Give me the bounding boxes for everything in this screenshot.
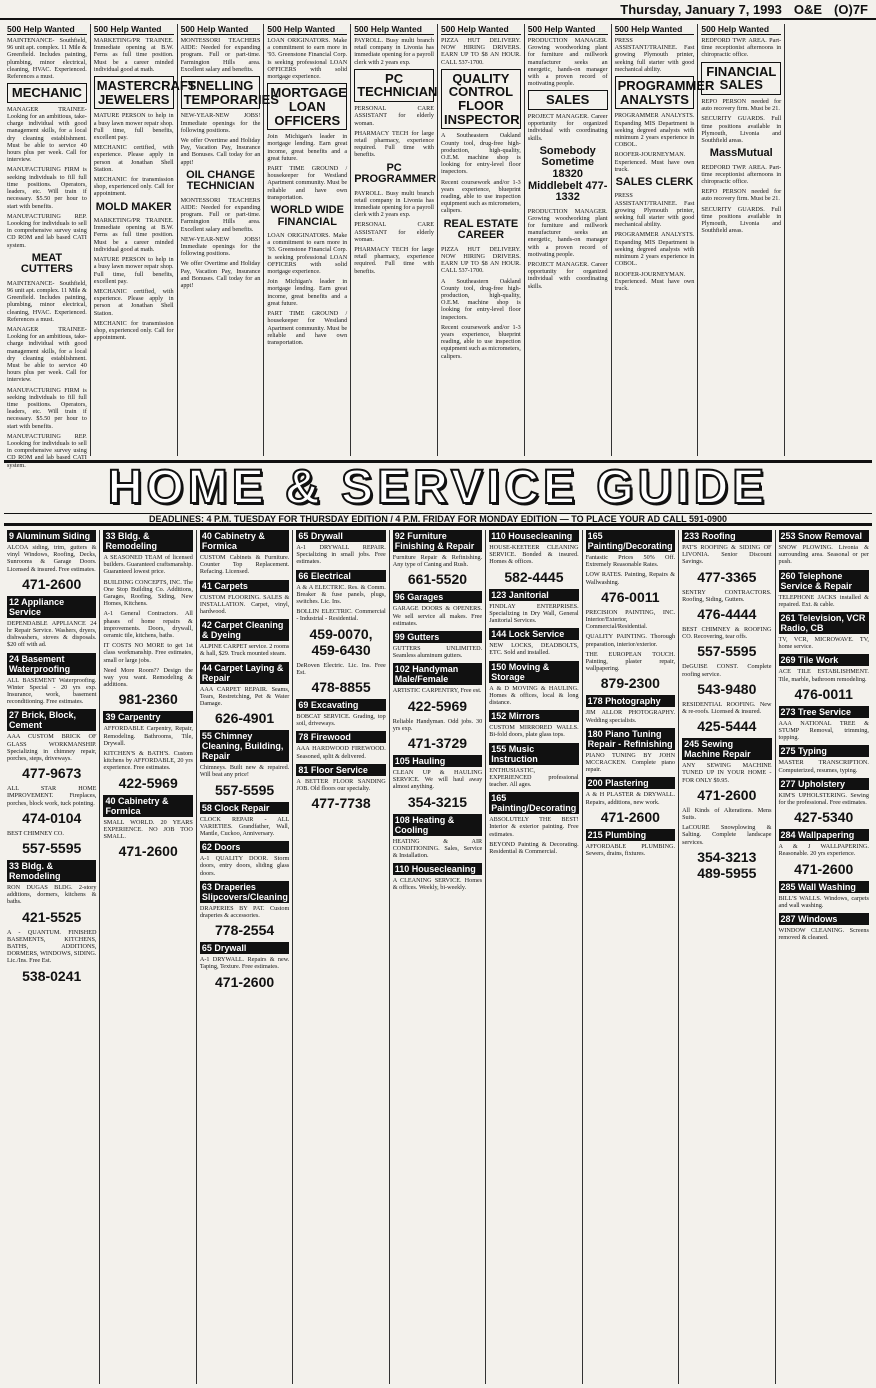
phone-number: 474-0104 — [22, 809, 82, 826]
classified-ad-text: MECHANIC for transmission shop, experienced only. Call for appointment. — [93, 319, 174, 342]
service-ad-text: BOBCAT SERVICE. Grading, top soil, driveways. — [296, 713, 386, 728]
classified-ad-text: MARKETING/PR TRAINEE. Immediate opening at B.W. Ferns as full time position. Must be a career minded individual good at math. — [93, 37, 174, 73]
classified-ad-text: PROGRAMMER ANALYSTS. Expanding MIS Department is seeking degreed analysts with minimum 2 years experience in COBOL. — [614, 112, 695, 149]
service-ad-text: ENTHUSIASTIC, EXPERIENCED professional teacher. All ages. — [489, 766, 579, 789]
column-heading: 500 Help Wanted — [441, 24, 521, 35]
service-ad-text: KIM'S UPHOLSTERING. Sewing for the professional. Free estimates. — [778, 791, 869, 807]
classified-ad-text: MANAGER TRAINEE- Looking for an ambitious, take-charge individual with good management skills, for a local dry cleaning establishment. Must be able to service 40 hours plus per week. Call for interview. — [7, 105, 87, 164]
column-heading: 500 Help Wanted — [7, 24, 87, 35]
directory-column — [583, 530, 679, 1384]
phone-number: 459-0070, 459-6430 — [309, 625, 373, 658]
classified-ad-text: MANAGER TRAINEE- Looking for an ambitious, take-charge individual with good management skills, for a local dry cleaning establishment. Must be able to service 40 hours plus per week. Call for interview. — [7, 326, 87, 384]
category-heading: 33 Bldg. & Remodeling — [7, 860, 96, 882]
classified-ad-text: MONTESSORI TEACHERS AIDE: Needed for expanding program. Full or part-time. Farmington Hills area. Excellent salary and benefits. — [180, 196, 261, 233]
phone-number: 427-5340 — [794, 809, 854, 826]
classified-ad-text: REDFORD TWP. AREA. Part-time receptionist afternoons in chiropractic office. — [701, 37, 782, 59]
category-heading: 63 Draperies Slipcovers/Cleaning — [201, 881, 288, 902]
column-heading: 500 Help Wanted — [354, 24, 434, 35]
phone-number: 538-0241 — [22, 967, 82, 984]
classified-ad-text: SECURITY GUARDS. Full time positions available in Plymouth, Livonia and Southfield areas. — [701, 115, 782, 144]
phone-number: 476-4444 — [697, 606, 757, 623]
phone-number: 425-5444 — [697, 718, 757, 735]
classified-ad-text: MANUFACTURING FIRM is seeking individuals to fill full time positions. Operators, leaders, etc. Will train if necessary. $5.50 per hour to start with benefits. — [7, 166, 87, 210]
classified-ad-text: MAINTENANCE- Southfield, 96 unit apt. complex. 11 Mile & Greenfield. Includes painting, plumbing, minor electrical, cleaning, HVAC. Experienced. References a must. — [7, 279, 87, 323]
service-ad-text: A & D MOVING & HAULING. Homes & offices, local & long distance. — [489, 684, 579, 707]
phone-number: 471-2600 — [118, 843, 178, 860]
phone-number: 471-3729 — [407, 735, 468, 752]
service-ad-text: JIM ALLOR PHOTOGRAPHY. Wedding specialists. — [585, 709, 676, 724]
category-heading: 39 Carpentry — [103, 711, 192, 723]
service-ad-text: FINDLAY ENTERPRISES. Specializing in Dry Wall, General Janitorial Services. — [489, 602, 579, 625]
service-ad-text: DEPENDABLE APPLIANCE 24 hr Repair Service. Washers, dryers, dishwashers, stoves & disposals. $20 off with ad. — [7, 619, 97, 649]
phone-number: 477-9673 — [22, 765, 82, 782]
service-ad-text: Need More Room?? Design the way you want. Remodeling & additions. — [103, 666, 193, 689]
category-heading: 102 Handyman Male/Female — [393, 663, 482, 685]
classified-ad-text: NEW-YEAR-NEW JOBS! Immediate openings for the following positions. — [180, 235, 261, 258]
category-heading: 200 Plastering — [586, 777, 675, 789]
service-ad-text: A-1 DRYWALL REPAIR. Specializing in small jobs. Free estimates. — [296, 544, 386, 566]
phone-number: 557-5595 — [22, 840, 82, 857]
service-ad-text: Chimneys. Built new & repaired. Will beat any price! — [199, 764, 290, 779]
classified-ad-text: Recent coursework and/or 1-3 years experience, blueprint reading, able to use inspection equipment such as micrometers, calipers. — [440, 178, 521, 215]
phone-number: 478-8855 — [311, 679, 371, 696]
service-ad-text: ALL BASEMENT Waterproofing. Winter Special - 20 yrs exp. Insurance, work, basement reconditioning. Free estimates. — [7, 676, 97, 706]
category-heading: 165 Painting/Decorating — [586, 530, 675, 552]
help-wanted-column — [438, 24, 525, 456]
category-heading: 273 Tree Service — [779, 706, 869, 718]
service-ad-text: BEST CHIMNEY & ROOFING CO. Recovering, tear offs. — [682, 626, 772, 641]
phone-number: 477-7738 — [311, 795, 371, 812]
phone-number: 582-4445 — [504, 568, 564, 585]
header-date: Thursday, January 7, 1993 — [620, 1, 782, 17]
classified-ad-text: Join Michigan's leader in mortgage lending. Earn great income, great benefits and a great future. — [267, 133, 348, 162]
category-heading: 261 Television, VCR Radio, CB — [779, 612, 869, 634]
phone-number: 471-2600 — [600, 808, 660, 825]
category-heading: 40 Cabinetry & Formica — [103, 795, 192, 817]
service-ad-text: A BETTER FLOOR SANDING JOB. Old floors our specialty. — [296, 777, 386, 793]
display-ad-title: QUALITY CONTROL FLOOR INSPECTOR — [441, 69, 521, 130]
display-ad-title: Somebody Sometime 18320 Middlebelt 477-1332 — [527, 144, 608, 204]
phone-number: 471-2600 — [794, 860, 854, 877]
service-ad-text: DRAPERIES BY PAT. Custom draperies & accessories. — [199, 904, 290, 920]
service-ad-text: AFFORDABLE PLUMBING. Sewers, drains, fixtures. — [585, 842, 676, 858]
classified-ad-text: REPO PERSON needed for auto recovery firm. Must be 21. — [701, 188, 782, 203]
service-ad-text: NEW LOCKS, DEADBOLTS, ETC. Sold and installed. — [489, 642, 579, 657]
service-ad-text: RON DUGAS BLDG. 2-story additions, dormers, kitchens & baths. — [7, 884, 97, 906]
service-ad-text: MASTER TRANSCRIPTION. Computerized, resumes, typing. — [778, 759, 869, 774]
help-wanted-column — [698, 24, 785, 456]
service-ad-text: GUTTERS UNLIMITED. Seamless aluminum gutters. — [392, 645, 483, 660]
service-ad-text: A-1 DRYWALL. Repairs & new. Taping, Texture. Free estimates. — [199, 956, 290, 971]
phone-number: 476-0011 — [794, 685, 853, 702]
phone-number: 543-9480 — [697, 680, 757, 697]
service-ad-text: PRECISION PAINTING, INC. Interior/Exterior, Commercial/Residential. — [585, 608, 676, 631]
service-ad-text: AAA CARPET REPAIR. Seams, Tears, Restretching, Pet & Water Damage. — [199, 685, 290, 708]
classified-ad-text: We offer Overtime and Holiday Pay, Vacation Pay, Insurance and Bonuses. Call today for an appt! — [180, 136, 261, 166]
category-heading: 284 Wallpapering — [779, 829, 869, 841]
service-ad-text: SENTRY CONTRACTORS. Roofing, Siding, Gutters. — [682, 588, 772, 603]
help-wanted-column — [264, 24, 351, 456]
directory-column — [679, 530, 775, 1384]
service-ad-text: BUILDING CONCEPTS, INC. The One Stop Building Co. Additions, Garages, Roofing, Siding, New Homes, Kitchens. — [103, 578, 193, 608]
directory-column — [293, 530, 389, 1384]
header-page: (O)7F — [834, 1, 868, 17]
phone-number: 981-2360 — [118, 691, 178, 708]
directory-column — [100, 530, 196, 1384]
service-ad-text: A - QUANTUM. FINISHED BASEMENTS, KITCHENS, BATHS, ADDITIONS, DORMERS, WINDOWS, SIDING. Lic./Ins. Free Est. — [7, 928, 97, 965]
service-ad-text: SNOW PLOWING. Livonia & surrounding area. Seasonal or per push. — [778, 544, 869, 566]
service-ad-text: CUSTOM MIRRORED WALLS. Bi-fold doors, plate glass tops. — [489, 724, 579, 739]
service-ad-text: CUSTOM FLOORING. SALES & INSTALLATION. Carpet, vinyl, hardwood. — [199, 593, 290, 616]
help-wanted-column — [91, 24, 196, 456]
classified-ad-text: PRODUCTION MANAGER. Growing woodworking plant for furniture and millwork manufacturer seeks an energetic, hands-on manager with a proven record of motivating people. — [527, 207, 608, 258]
service-ad-text: A & A ELECTRIC. Res. & Comm. Breaker & fuse panels, plugs, switches. Lic. Ins. — [296, 583, 386, 606]
directory-column — [390, 530, 486, 1384]
classified-ad-text: PROJECT MANAGER. Career opportunity for organized individual with coordinating skills. — [527, 113, 608, 142]
display-ad-title: PC TECHNICIAN — [354, 69, 434, 102]
classified-ad-text: PIZZA HUT DELIVERY. NOW HIRING DRIVERS. EARN UP TO $8 AN HOUR. CALL 537-1700. — [440, 245, 521, 275]
help-wanted-column — [4, 24, 91, 469]
display-ad-title: MEAT CUTTERS — [20, 251, 73, 276]
service-ad-text: BOLLIN ELECTRIC. Commercial - Industrial - Residential. — [296, 608, 386, 623]
category-heading: 108 Heating & Cooling — [393, 814, 482, 836]
service-ad-text: PAT'S ROOFING & SIDING OF LIVONIA. Senior Discount Savings. — [682, 544, 772, 566]
service-directory — [4, 530, 872, 1384]
category-heading: 65 Drywall — [200, 942, 289, 954]
phone-number: 354-3215 — [407, 793, 468, 810]
category-heading: 233 Roofing — [682, 530, 771, 542]
category-heading: 287 Windows — [779, 913, 869, 925]
display-ad-title: FINANCIAL SALES — [701, 62, 781, 95]
service-ad-text: HEATING & AIR CONDITIONING. Sales, Service & Installation. — [392, 837, 483, 860]
service-ad-text: DeGUISE CONST. Complete roofing service. — [682, 663, 772, 678]
classified-ad-text: Recent coursework and/or 1-3 years experience, blueprint reading, able to use inspection equipment such as micrometers, calipers. — [440, 323, 521, 360]
classified-ad-text: PIZZA HUT DELIVERY. NOW HIRING DRIVERS. EARN UP TO $8 AN HOUR. CALL 537-1700. — [440, 37, 521, 66]
service-ad-text: A CLEANING SERVICE. Homes & offices. Weekly, bi-weekly. — [392, 877, 483, 892]
category-heading: 105 Hauling — [393, 755, 482, 767]
phone-number: 778-2554 — [215, 922, 275, 939]
phone-number: 471-2600 — [697, 786, 757, 803]
category-heading: 110 Housecleaning — [393, 863, 482, 875]
category-heading: 42 Carpet Cleaning & Dyeing — [200, 619, 289, 641]
service-ad-text: A SEASONED TEAM of licensed builders. Guaranteed craftsmanship. Guaranteed lowest price. — [103, 554, 193, 576]
classified-ad-text: We offer Overtime and Holiday Pay, Vacation Pay, Insurance and Bonuses. Call today for an appt! — [180, 260, 261, 290]
category-heading: 69 Excavating — [296, 699, 385, 711]
category-heading: 92 Furniture Finishing & Repair — [393, 530, 482, 552]
category-heading: 12 Appliance Service — [7, 596, 96, 618]
service-ad-text: A-1 General Contractors. All phases of home repairs & improvements. Doors, drywall, ceramic tile, kitchens, baths. — [103, 610, 193, 640]
category-heading: 150 Moving & Storage — [489, 661, 578, 683]
banner-deadlines: DEADLINES: 4 P.M. TUESDAY FOR THURSDAY EDITION / 4 P.M. FRIDAY FOR MONDAY EDITION — TO PLACE YOUR AD CALL 591-0900 — [4, 513, 872, 524]
display-ad-title: OIL CHANGE TECHNICIAN — [186, 168, 255, 193]
service-ad-text: ARTISTIC CARPENTRY, Free est. — [392, 687, 482, 695]
classified-ad-text: MANUFACTURING REP. Loooking for individuals to sell in comprehensive survey using CD ROM and lab based CATI system. — [7, 212, 87, 249]
classified-ad-text: MARKETING/PR TRAINEE. Immediate opening at B.W. Ferns as full time position. Must be a career minded individual good at math. — [93, 217, 174, 253]
category-heading: 275 Typing — [779, 745, 869, 757]
service-ad-text: BILL'S WALLS. Windows, carpets and wall washing. — [778, 894, 869, 909]
category-heading: 285 Wall Washing — [779, 881, 869, 893]
help-wanted-column — [612, 24, 715, 456]
display-ad-title: MORTGAGE LOAN OFFICERS — [267, 83, 347, 130]
category-heading: 110 Housecleaning — [489, 530, 578, 542]
column-heading: 500 Help Wanted — [701, 24, 781, 35]
service-ad-text: ABSOLUTELY THE BEST! Interior & exterior painting. Free estimates. — [489, 816, 579, 838]
service-ad-text: AAA NATIONAL TREE & STUMP Removal, trimming, topping. — [778, 719, 869, 742]
classified-ad-text: PRODUCTION MANAGER. Growing woodworking plant for furniture and millwork manufacturer seeks an energetic, hands-on manager with a proven record of motivating people. — [527, 37, 608, 88]
service-ad-text: CLOCK REPAIR - ALL VARIETIES. Grandfather, Wall, Mantle, Cuckoo, Anniversary. — [199, 815, 290, 838]
category-heading: 144 Lock Service — [489, 628, 578, 640]
phone-number: 477-3365 — [697, 568, 757, 585]
category-heading: 96 Garages — [393, 591, 482, 603]
category-heading: 123 Janitorial — [489, 589, 578, 601]
display-ad-title: MECHANIC — [7, 83, 87, 103]
phone-number: 661-5520 — [407, 571, 468, 588]
category-heading: 58 Clock Repair — [200, 802, 289, 814]
display-ad-title: SALES — [528, 90, 608, 110]
classified-ad-text: REDFORD TWP. AREA. Part-time receptionist afternoons in chiropractic office. — [701, 163, 782, 186]
directory-column — [486, 530, 582, 1384]
phone-number: 471-2600 — [215, 973, 275, 990]
column-heading: 500 Help Wanted — [528, 24, 608, 35]
category-heading: 269 Tile Work — [779, 654, 869, 666]
category-heading: 41 Carpets — [200, 580, 289, 592]
classified-ad-text: A Southeastern Oakland County tool, drug-free high-production, high-quality, O.E.M. machine shop is looking for entry-level floor inspectors. — [440, 277, 521, 321]
service-ad-text: AAA HARDWOOD FIREWOOD. Seasoned, split & delivered. — [296, 745, 386, 760]
column-heading: 500 Help Wanted — [181, 24, 261, 35]
service-ad-text: SMALL WORLD. 20 YEARS EXPERIENCE. NO JOB TOO SMALL. — [103, 818, 193, 841]
classified-ad-text: PRESS ASSISTANT/TRAINEE. Fast growing Plymouth printer, seeking full starter with good mechanical ability. — [614, 37, 695, 73]
service-ad-text: AAA CUSTOM BRICK OF GLASS WORKMANSHIP. Specializing in chimney repair, porches, steps, driveways. — [7, 733, 97, 763]
classified-ad-text: MANUFACTURING FIRM is seeking individuals to fill full time positions. Operators, leaders, etc. Will train if necessary. $5.50 per hour to start with benefits. — [7, 386, 87, 430]
phone-number: 471-2600 — [22, 575, 82, 592]
classified-ad-text: SECURITY GUARDS. Full time positions available in Plymouth, Livonia and Southfield areas. — [701, 205, 782, 235]
classified-ad-text: PERSONAL CARE ASSISTANT for elderly woman. — [354, 105, 434, 127]
service-ad-text: ANY SEWING MACHINE TUNED UP IN YOUR HOME - FOR ONLY $9.95. — [682, 762, 772, 784]
service-ad-text: PIANO TUNING BY JOHN MCCRACKEN. Complete piano repair. — [585, 751, 676, 774]
service-ad-text: ALCOA siding, trim, gutters & vinyl Windows, Roofing, Decks, Sunrooms & Garage Doors. Licensed & insured. Free estimates. — [7, 544, 97, 573]
classified-ad-text: A Southeastern Oakland County tool, drug-free high-production, high-quality, O.E.M. machine shop is looking for entry-level floor inspectors. — [440, 132, 521, 176]
classified-ad-text: PAYROLL. Busy multi branch retail company in Livonia has immediate opening for a payroll clerk with 2 years exp. — [354, 37, 434, 66]
display-ad-title: REAL ESTATE CAREER — [443, 217, 519, 242]
classified-ad-text: MECHANIC for transmission shop, experienced only. Call for appointment. — [93, 175, 174, 198]
service-ad-text: ALPINE CARPET service. 2 rooms & hall, $29. Truck mounted steam. — [199, 643, 290, 658]
service-ad-text: HOUSE-KEETEER CLEANING SERVICE. Bonded & insured. Homes & offices. — [489, 544, 579, 566]
category-heading: 66 Electrical — [296, 570, 385, 582]
service-ad-text: A & J WALLPAPERING. Reasonable. 20 yrs experience. — [778, 843, 869, 858]
service-ad-text: GARAGE DOORS & OPENERS. We sell service all makes. Free estimates. — [392, 605, 483, 627]
category-heading: 9 Aluminum Siding — [7, 530, 96, 542]
category-heading: 65 Drywall — [296, 530, 385, 542]
phone-number: 879-2300 — [600, 675, 660, 692]
service-ad-text: BEST CHIMNEY CO. — [7, 829, 64, 837]
service-ad-text: CLEAN UP & HAULING SERVICE. We will haul away almost anything. — [392, 769, 483, 791]
category-heading: 62 Doors — [200, 841, 289, 853]
service-ad-text: DeRoven Electric. Lic. Ins. Free Est. — [296, 661, 386, 676]
column-heading: 500 Help Wanted — [267, 24, 347, 35]
service-ad-text: All Kinds of Alterations. Mens Suits. — [682, 806, 772, 822]
classified-ad-text: Join Michigan's leader in mortgage lending. Earn great income, great benefits and a great future. — [267, 278, 348, 307]
display-ad-title: SALES CLERK — [615, 175, 694, 188]
category-heading: 27 Brick, Block, Cement — [7, 709, 96, 731]
help-wanted-section — [4, 24, 872, 469]
display-ad-title: WORLD WIDE FINANCIAL — [270, 203, 344, 228]
classified-ad-text: PERSONAL CARE ASSISTANT for elderly woman. — [354, 221, 434, 243]
service-ad-text: A-1 QUALITY DOOR. Storm doors, entry doors, sliding glass doors. — [199, 855, 290, 877]
service-ad-text: TV, VCR, MICROWAVE. TV, home service. — [778, 636, 869, 651]
category-heading: 253 Snow Removal — [779, 530, 869, 542]
classified-ad-text: MONTESSORI TEACHERS AIDE: Needed for expanding program. Full or part-time. Farmington Hills area. Excellent salary and benefits. — [180, 37, 261, 73]
directory-column — [776, 530, 872, 1384]
home-service-guide-banner — [4, 460, 872, 526]
classified-ad-text: REPO PERSON needed for auto recovery firm. Must be 21. — [701, 97, 782, 113]
classified-ad-text: MATURE PERSON to help in a busy lawn mower repair shop. Full time, full benefits, excellent pay. — [93, 256, 174, 285]
phone-number: 422-5969 — [407, 697, 468, 714]
page-header — [0, 0, 876, 20]
category-heading: 152 Mirrors — [489, 710, 578, 722]
column-heading: 500 Help Wanted — [94, 24, 174, 35]
category-heading: 155 Music Instruction — [489, 743, 578, 765]
service-ad-text: RESIDENTIAL ROOFING. New & re-roofs. Licensed & insured. — [682, 700, 772, 716]
help-wanted-column — [351, 24, 438, 456]
service-ad-text: LaCOURE Snowplowing & Salting. Complete landscape services. — [682, 824, 772, 846]
display-ad-title: SNELLING TEMPORARIES — [181, 76, 261, 109]
directory-column — [4, 530, 100, 1384]
service-ad-text: WINDOW CLEANING. Screens removed & cleaned. — [778, 927, 869, 942]
service-ad-text: ALL STAR HOME IMPROVEMENT. Fireplaces, porches, block work, tuck pointing. — [7, 785, 97, 807]
category-heading: 33 Bldg. & Remodeling — [103, 530, 192, 552]
service-ad-text: BEYOND Painting & Decorating. Residential & Commercial. — [489, 840, 579, 856]
classified-ad-text: MATURE PERSON to help in a busy lawn mower repair shop. Full time, full benefits, excellent pay. — [93, 112, 174, 141]
classified-ad-text: LOAN ORIGINATORS. Make a commitment to earn more in '93. Greenstone Financial Corp. is seeking professional LOAN OFFICERS with solid mortgage experience. — [267, 37, 348, 81]
category-heading: 24 Basement Waterproofing — [7, 653, 96, 675]
phone-number: 557-5595 — [215, 781, 275, 798]
service-ad-text: THE EUROPEAN TOUCH. Painting, plaster repair, wallpapering. — [585, 650, 676, 673]
phone-number: 626-4901 — [215, 710, 275, 727]
category-heading: 215 Plumbing — [586, 829, 675, 841]
service-ad-text: LOW RATES. Painting, Repairs & Wallwashing. — [585, 571, 676, 586]
help-wanted-column — [178, 24, 279, 456]
service-ad-text: IT COSTS NO MORE to get 1st class workmanship. Free estimates, small or large jobs. — [103, 642, 193, 664]
classified-ad-text: PHARMACY TECH for large retail pharmacy, experience required. Full time with benefits. — [354, 246, 434, 275]
help-wanted-column — [525, 24, 612, 456]
classified-ad-text: ROOFER-JOURNEYMAN. Experienced. Must have own truck. — [614, 270, 695, 292]
category-heading: 44 Carpet Laying & Repair — [200, 662, 289, 684]
classified-ad-text: PART TIME GROUND / housekeeper for Westland Apartment community. Must be reliable and have own transportation. — [267, 310, 348, 346]
display-ad-title: PC PROGRAMMER — [354, 161, 437, 186]
service-ad-text: CUSTOM Cabinets & Furniture. Counter Top Replacement. Refacing. Licensed. — [199, 554, 290, 576]
category-heading: 165 Painting/Decorating — [489, 792, 578, 814]
phone-number: 354-3213 489-5955 — [697, 848, 757, 881]
phone-number: 557-5595 — [697, 643, 757, 660]
classified-ad-text: MANUFACTURING REP. Loooking for individuals to sell in comprehensive survey using CD ROM and lab based CATI system. — [7, 432, 87, 469]
help-wanted-column — [785, 24, 872, 456]
classified-ad-text: PROJECT MANAGER. Career opportunity for organized individual with coordinating skills. — [527, 261, 608, 290]
header-section: O&E — [793, 1, 823, 17]
category-heading: 40 Cabinetry & Formica — [200, 530, 289, 552]
classified-ad-text: PROGRAMMER ANALYSTS. Expanding MIS Department is seeking degreed analysts with minimum 2 years experience in COBOL. — [614, 231, 695, 268]
category-heading: 180 Piano Tuning Repair - Refinishing — [586, 728, 675, 750]
display-ad-title: MOLD MAKER — [95, 200, 172, 213]
category-heading: 260 Telephone Service & Repair — [779, 570, 869, 592]
service-ad-text: Furniture Repair & Refinishing. Any type of Caning and Rush. — [392, 554, 483, 569]
service-ad-text: AFFORDABLE Carpentry, Repair, Remodeling. Bathrooms, Tile, Drywall. — [103, 725, 193, 747]
classified-ad-text: PART TIME GROUND / housekeeper for Westland Apartment community. Must be reliable and have own transportation. — [267, 164, 348, 201]
phone-number: 476-0011 — [601, 588, 660, 605]
category-heading: 99 Gutters — [393, 631, 482, 643]
service-ad-text: ACE TILE ESTABLISHMENT. Tile, marble, bathroom remodeling. — [778, 668, 869, 683]
phone-number: 422-5969 — [118, 774, 178, 791]
category-heading: 245 Sewing Machine Repair — [682, 738, 771, 760]
category-heading: 78 Firewood — [296, 731, 385, 743]
classified-ad-text: PAYROLL. Busy multi branch retail company in Livonia has immediate opening for a payroll clerk with 2 years exp. — [354, 189, 434, 219]
directory-column — [197, 530, 293, 1384]
display-ad-title: MassMutual — [709, 147, 773, 160]
phone-number: 421-5525 — [22, 908, 82, 925]
service-ad-text: QUALITY PAINTING. Thorough preparation, interior/exterior. — [585, 633, 676, 648]
classified-ad-text: MECHANIC certified, with experience. Please apply in person at Jonathan Shell Station. — [93, 144, 174, 173]
category-heading: 277 Upholstery — [779, 778, 869, 790]
service-ad-text: Fantastic Prices 50% Off. Extremely Reasonable Rates. — [585, 554, 676, 569]
category-heading: 178 Photography — [586, 695, 675, 707]
classified-ad-text: MECHANIC certified, with experience. Please apply in person at Jonathan Shell Station. — [93, 287, 174, 317]
classified-ad-text: NEW-YEAR-NEW JOBS! Immediate openings for the following positions. — [180, 112, 261, 134]
service-ad-text: A & H PLASTER & DRYWALL. Repairs, additions, new work. — [585, 791, 676, 806]
classified-ad-text: MAINTENANCE- Southfield, 96 unit apt. complex. 11 Mile & Greenfield. Includes painting, plumbing, minor electrical, cleaning, HVAC. Experienced. References a must. — [7, 37, 87, 81]
category-heading: 81 Floor Service — [296, 764, 385, 776]
classified-ad-text: PRESS ASSISTANT/TRAINEE. Fast growing Plymouth printer, seeking full starter with good mechanical ability. — [614, 192, 695, 229]
classified-ad-text: PHARMACY TECH for large retail pharmacy, experience required. Full time with benefits. — [354, 129, 434, 159]
classified-ad-text: LOAN ORIGINATORS. Make a commitment to earn more in '93. Greenstone Financial Corp. is seeking professional LOAN OFFICERS with solid mortgage experience. — [267, 232, 348, 276]
display-ad-title: MASTERCRAFT JEWELERS — [94, 76, 174, 109]
column-heading: 500 Help Wanted — [615, 24, 695, 35]
service-ad-text: TELEPHONE JACKS installed & repaired. Ext. & cable. — [778, 593, 869, 608]
display-ad-title: PROGRAMMER ANALYSTS — [615, 76, 695, 109]
classified-ad-text: ROOFER-JOURNEYMAN. Experienced. Must have own truck. — [614, 151, 695, 173]
category-heading: 55 Chimney Cleaning, Building, Repair — [200, 730, 289, 762]
service-ad-text: KITCHEN'S & BATH'S. Custom kitchens by AFFORDABLE, 20 yrs experience. Free estimates. — [103, 750, 193, 772]
service-ad-text: Reliable Handyman. Odd jobs. 30 yrs exp. — [392, 717, 483, 732]
banner-title: HOME & SERVICE GUIDE — [107, 461, 769, 514]
